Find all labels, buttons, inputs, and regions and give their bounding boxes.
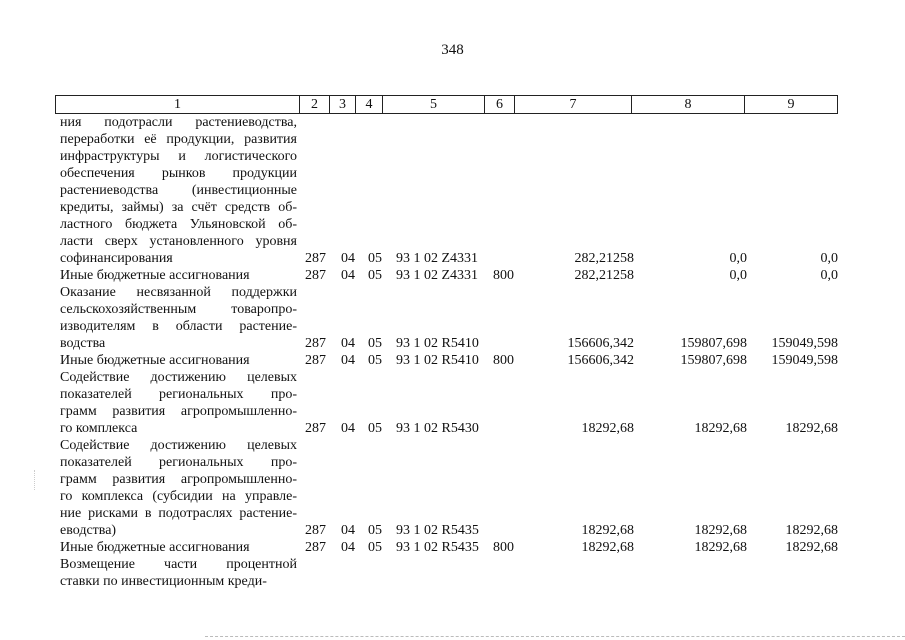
table-cell-col-9: 0,0 xyxy=(820,268,838,283)
table-cell-col-8: 159807,698 xyxy=(680,336,747,351)
table-cell-col-3: 04 xyxy=(341,251,355,266)
table-cell-col-9: 18292,68 xyxy=(785,523,838,538)
table-cell-col-7: 156606,342 xyxy=(567,336,634,351)
table-cell-col-5: 93 1 02 Z4331 xyxy=(396,268,479,283)
description-line: го комплекса xyxy=(60,421,138,436)
table-row xyxy=(60,369,840,437)
description-line: грамм развития агропромышленно- xyxy=(60,404,297,419)
table-cell-col-6: 800 xyxy=(493,353,514,368)
table-cell-col-3: 04 xyxy=(341,336,355,351)
table-cell-col-8: 18292,68 xyxy=(694,540,747,555)
table-cell-col-5: 93 1 02 R5435 xyxy=(396,540,479,555)
description-line: переработки её продукции, развития xyxy=(60,132,297,147)
table-row xyxy=(60,556,840,590)
table-cell-col-4: 05 xyxy=(368,353,382,368)
table-cell-col-3: 04 xyxy=(341,540,355,555)
table-cell-col-3: 04 xyxy=(341,353,355,368)
description-line: софинансирования xyxy=(60,251,173,266)
description-line: Иные бюджетные ассигнования xyxy=(60,268,250,283)
table-cell-col-3: 04 xyxy=(341,268,355,283)
table-row xyxy=(60,352,840,369)
table-row xyxy=(60,114,840,267)
description-line: обеспечения рынков продукции xyxy=(60,166,297,181)
description-line: грамм развития агропромышленно- xyxy=(60,472,297,487)
table-cell-col-4: 05 xyxy=(368,251,382,266)
header-col-7: 7 xyxy=(515,96,632,113)
description-line: ния подотрасли растениеводства, xyxy=(60,115,297,130)
table-row-values xyxy=(60,539,840,556)
description-line: растениеводства (инвестиционные xyxy=(60,183,297,198)
header-col-2: 2 xyxy=(300,96,330,113)
header-col-3: 3 xyxy=(330,96,356,113)
table-cell-col-7: 18292,68 xyxy=(581,421,634,436)
description-line: Содействие достижению целевых xyxy=(60,370,297,385)
description-line: ласти сверх установленного уровня xyxy=(60,234,297,249)
header-col-1: 1 xyxy=(56,96,300,113)
table-cell-col-3: 04 xyxy=(341,523,355,538)
table-cell-col-9: 159049,598 xyxy=(771,353,838,368)
table-cell-col-5: 93 1 02 Z4331 xyxy=(396,251,479,266)
table-cell-col-2: 287 xyxy=(305,421,326,436)
table-cell-col-2: 287 xyxy=(305,268,326,283)
table-cell-col-6: 800 xyxy=(493,540,514,555)
table-cell-col-7: 282,21258 xyxy=(574,251,634,266)
description-line: водства xyxy=(60,336,106,351)
table-row-values xyxy=(60,335,840,352)
table-cell-col-8: 18292,68 xyxy=(694,421,747,436)
description-line: Иные бюджетные ассигнования xyxy=(60,540,250,555)
table-row-values xyxy=(60,267,840,284)
description-line: Иные бюджетные ассигнования xyxy=(60,353,250,368)
table-cell-col-9: 18292,68 xyxy=(785,421,838,436)
table-cell-col-8: 0,0 xyxy=(729,251,747,266)
table-row-values xyxy=(60,352,840,369)
table-cell-col-5: 93 1 02 R5410 xyxy=(396,353,479,368)
table-row-values xyxy=(60,250,840,267)
description-line: ние рисками в подотраслях растение- xyxy=(60,506,297,521)
table-cell-col-8: 159807,698 xyxy=(680,353,747,368)
table-cell-col-8: 0,0 xyxy=(729,268,747,283)
description-line: Возмещение части процентной xyxy=(60,557,297,572)
table-row-values xyxy=(60,420,840,437)
table-cell-col-4: 05 xyxy=(368,421,382,436)
table-cell-col-9: 18292,68 xyxy=(785,540,838,555)
description-line: показателей региональных про- xyxy=(60,455,297,470)
table-cell-col-9: 0,0 xyxy=(820,251,838,266)
description-line: ластного бюджета Ульяновской об- xyxy=(60,217,297,232)
table-cell-col-6: 800 xyxy=(493,268,514,283)
table-cell-col-7: 282,21258 xyxy=(574,268,634,283)
table-cell-col-4: 05 xyxy=(368,540,382,555)
table-row xyxy=(60,437,840,539)
header-col-4: 4 xyxy=(356,96,383,113)
table-cell-col-3: 04 xyxy=(341,421,355,436)
description-line: кредиты, займы) за счёт средств об- xyxy=(60,200,297,215)
table-cell-col-5: 93 1 02 R5435 xyxy=(396,523,479,538)
table-row xyxy=(60,267,840,284)
description-line: изводителям в области растение- xyxy=(60,319,297,334)
table-cell-col-7: 18292,68 xyxy=(581,523,634,538)
table-cell-col-2: 287 xyxy=(305,336,326,351)
table-cell-col-4: 05 xyxy=(368,523,382,538)
table-body xyxy=(60,114,840,590)
table-cell-col-4: 05 xyxy=(368,336,382,351)
table-cell-col-2: 287 xyxy=(305,251,326,266)
table-cell-col-5: 93 1 02 R5410 xyxy=(396,336,479,351)
header-col-8: 8 xyxy=(632,96,745,113)
description-line: еводства) xyxy=(60,523,117,538)
description-line: ставки по инвестиционным креди- xyxy=(60,574,267,589)
header-col-9: 9 xyxy=(787,97,795,112)
table-row-values xyxy=(60,522,840,539)
table-cell-col-2: 287 xyxy=(305,353,326,368)
table-row xyxy=(60,284,840,352)
description-line: го комплекса (субсидии на управле- xyxy=(60,489,297,504)
table-cell-col-2: 287 xyxy=(305,540,326,555)
table-row-values xyxy=(60,573,840,590)
table-cell-description xyxy=(60,114,297,267)
header-col-6: 6 xyxy=(485,96,515,113)
description-line: Оказание несвязанной поддержки xyxy=(60,285,297,300)
page-number: 348 xyxy=(441,42,464,58)
table-cell-col-8: 18292,68 xyxy=(694,523,747,538)
table-cell-col-7: 156606,342 xyxy=(567,353,634,368)
table-cell-col-5: 93 1 02 R5430 xyxy=(396,421,479,436)
table-header xyxy=(55,95,838,114)
description-line: показателей региональных про- xyxy=(60,387,297,402)
table-cell-col-9: 159049,598 xyxy=(771,336,838,351)
footer-rule xyxy=(205,636,905,638)
description-line: инфраструктуры и логистического xyxy=(60,149,297,164)
scan-margin-mark xyxy=(34,470,37,490)
table-cell-col-2: 287 xyxy=(305,523,326,538)
table-cell-col-4: 05 xyxy=(368,268,382,283)
table-cell-col-7: 18292,68 xyxy=(581,540,634,555)
description-line: сельскохозяйственным товаропро- xyxy=(60,302,297,317)
table-row xyxy=(60,539,840,556)
header-col-5: 5 xyxy=(383,96,485,113)
description-line: Содействие достижению целевых xyxy=(60,438,297,453)
